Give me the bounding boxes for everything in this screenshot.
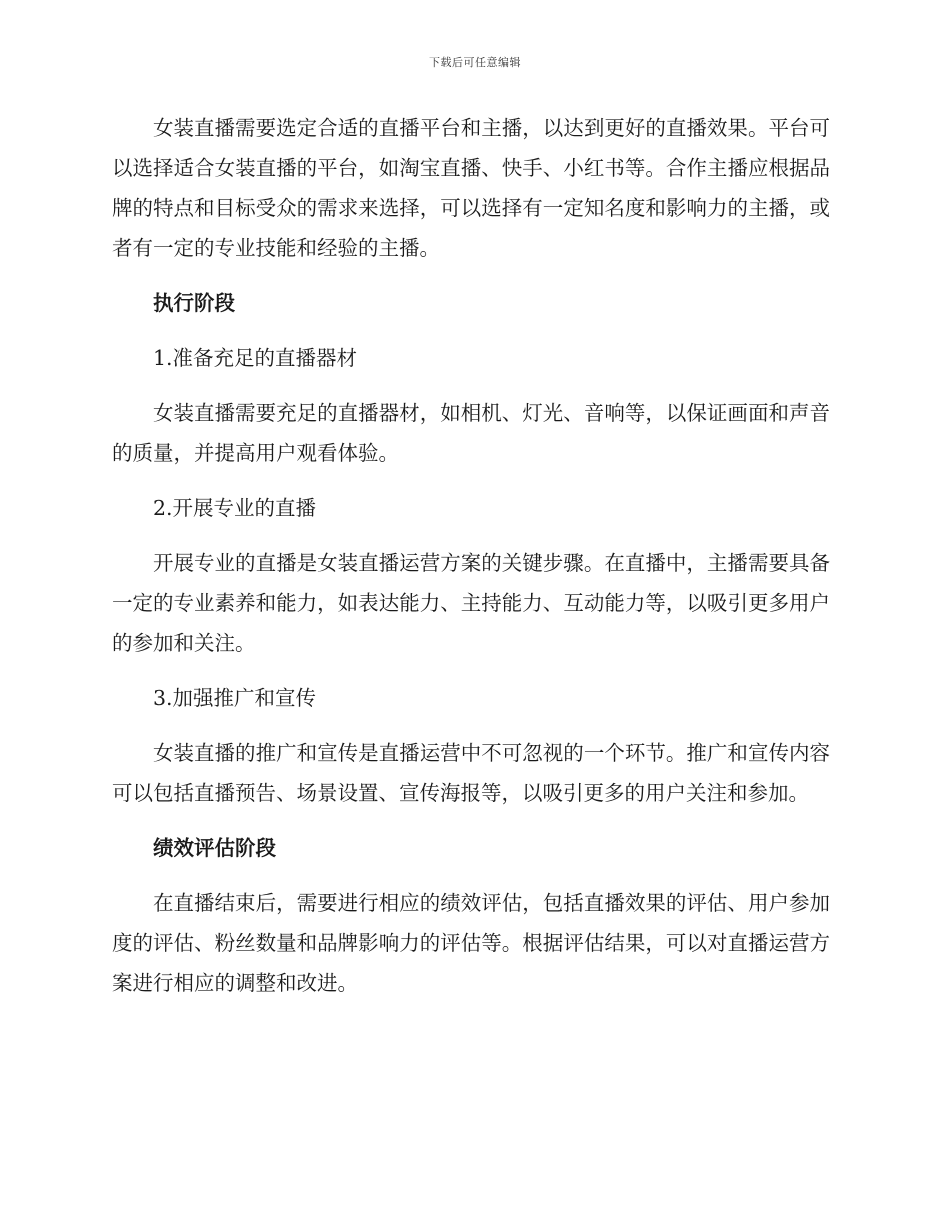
paragraph-evaluation: 在直播结束后，需要进行相应的绩效评估，包括直播效果的评估、用户参加度的评估、粉丝数量和品牌影响力的评估等。根据评估结果，可以对直播运营方案进行相应的调整和改进。	[112, 891, 830, 995]
page-header: 下载后可任意编辑	[429, 56, 521, 69]
subheading-equipment: 1.准备充足的直播器材	[153, 346, 358, 370]
paragraph-platform-selection: 女装直播需要选定合适的直播平台和主播，以达到更好的直播效果。平台可以选择适合女装直播的平台，如淘宝直播、快手、小红书等。合作主播应根据品牌的特点和目标受众的需求来选择，可以选择有一定知名度和影响力的主播，或者有一定的专业技能和经验的主播。	[112, 116, 830, 260]
section-heading-execution: 执行阶段	[153, 291, 235, 315]
paragraph-equipment: 女装直播需要充足的直播器材，如相机、灯光、音响等，以保证画面和声音的质量，并提高用户观看体验。	[112, 401, 830, 465]
subheading-promotion: 3.加强推广和宣传	[153, 686, 317, 710]
paragraph-promotion: 女装直播的推广和宣传是直播运营中不可忽视的一个环节。推广和宣传内容可以包括直播预告、场景设置、宣传海报等，以吸引更多的用户关注和参加。	[112, 741, 830, 805]
document-body	[112, 108, 830, 1003]
paragraph-professional-live: 开展专业的直播是女装直播运营方案的关键步骤。在直播中，主播需要具备一定的专业素养和能力，如表达能力、主持能力、互动能力等，以吸引更多用户的参加和关注。	[112, 551, 830, 655]
subheading-professional-live: 2.开展专业的直播	[153, 496, 317, 520]
section-heading-evaluation: 绩效评估阶段	[153, 836, 276, 860]
